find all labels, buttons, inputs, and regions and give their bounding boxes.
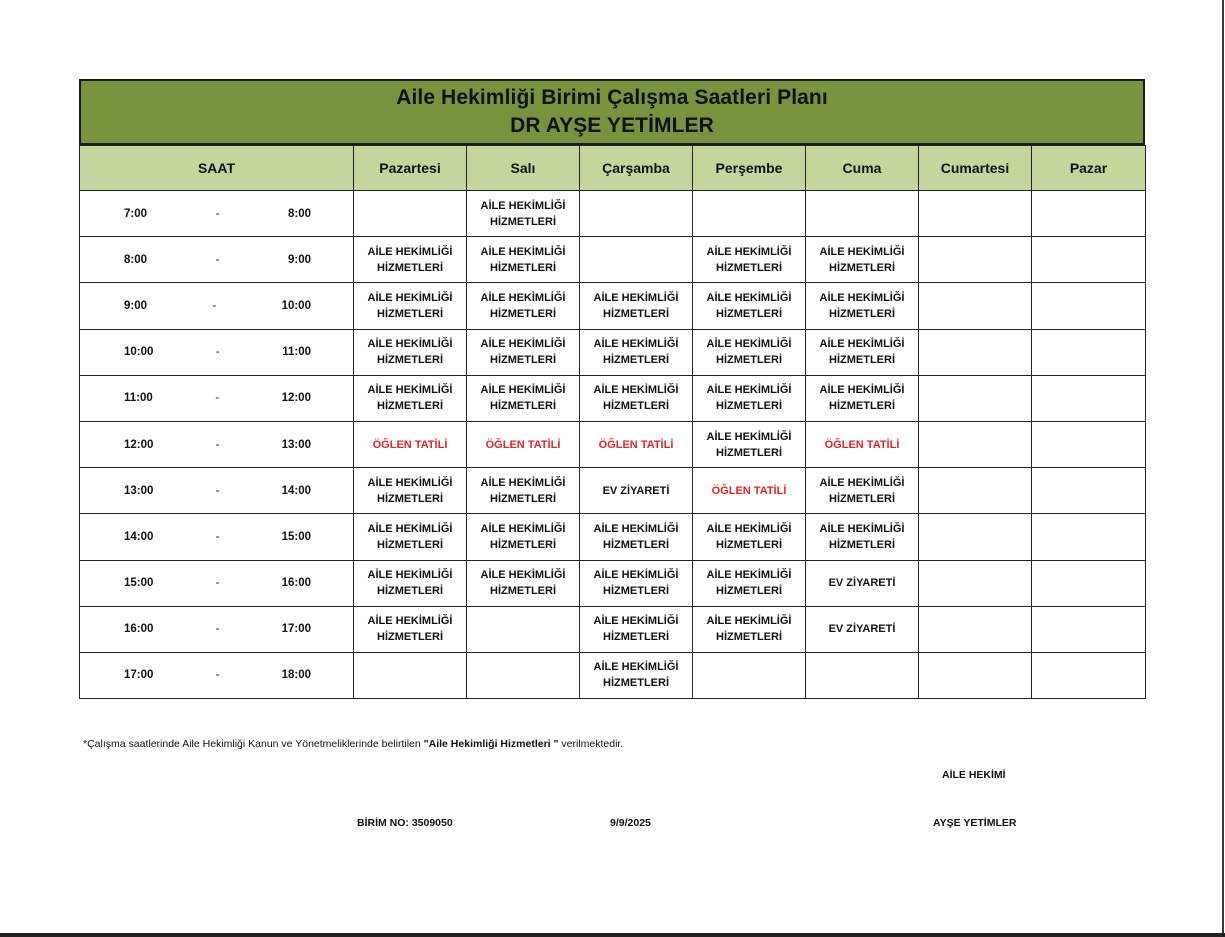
time-start: 12:00 — [124, 438, 154, 451]
service-label-line1: AİLE HEKİMLİĞİ — [367, 615, 453, 628]
time-start: 11:00 — [124, 392, 153, 405]
time-separator: - — [215, 484, 220, 497]
activity-cell-service — [806, 514, 919, 560]
schedule-row — [80, 652, 1146, 698]
activity-cell-service — [806, 237, 919, 283]
column-header-day: Perşembe — [693, 146, 806, 191]
service-label-line1: AİLE HEKİMLİĞİ — [819, 476, 905, 489]
time-separator: - — [215, 392, 220, 405]
time-start: 15:00 — [124, 577, 154, 590]
time-slot-cell — [80, 191, 354, 237]
time-slot-cell — [80, 329, 354, 375]
schedule-row — [80, 237, 1146, 283]
service-label-line1: AİLE HEKİMLİĞİ — [367, 569, 453, 582]
break-label: ÖĞLEN TATİLİ — [372, 438, 448, 451]
service-label-line1: AİLE HEKİMLİĞİ — [480, 245, 566, 258]
service-label-line1: AİLE HEKİMLİĞİ — [593, 384, 679, 397]
time-slot-cell — [80, 560, 354, 606]
time-range — [80, 621, 353, 637]
activity-cell-service — [580, 283, 693, 329]
activity-cell-break — [693, 468, 806, 514]
service-label-line2: HİZMETLERİ — [716, 585, 782, 598]
activity-cell-empty — [919, 375, 1032, 421]
activity-cell-empty — [580, 237, 693, 283]
service-label-line2: HİZMETLERİ — [716, 354, 782, 367]
activity-cell-empty — [1032, 191, 1146, 237]
activity-cell-service — [354, 514, 467, 560]
service-label-line1: AİLE HEKİMLİĞİ — [367, 384, 453, 397]
break-label: ÖĞLEN TATİLİ — [711, 484, 787, 497]
activity-cell-empty — [1032, 514, 1146, 560]
service-label-line2: HİZMETLERİ — [603, 538, 669, 551]
schedule-row — [80, 606, 1146, 652]
time-end: 14:00 — [281, 484, 311, 497]
break-label: ÖĞLEN TATİLİ — [824, 438, 900, 451]
service-label-line2: HİZMETLERİ — [829, 492, 895, 505]
service-label-line2: HİZMETLERİ — [603, 677, 669, 690]
schedule-row — [80, 560, 1146, 606]
home-visit-label: EV ZİYARETİ — [828, 577, 896, 590]
service-label-line1: AİLE HEKİMLİĞİ — [593, 569, 679, 582]
activity-cell-empty — [467, 652, 580, 698]
activity-cell-home-visit — [806, 560, 919, 606]
service-label-line1: AİLE HEKİMLİĞİ — [706, 245, 792, 258]
schedule-row — [80, 191, 1146, 237]
time-separator: - — [215, 669, 220, 682]
activity-cell-empty — [693, 652, 806, 698]
service-label-line1: AİLE HEKİMLİĞİ — [367, 338, 453, 351]
time-range — [80, 575, 353, 591]
service-label-line1: AİLE HEKİMLİĞİ — [819, 338, 905, 351]
schedule-row — [80, 514, 1146, 560]
service-label-line2: HİZMETLERİ — [490, 215, 556, 228]
service-label-line2: HİZMETLERİ — [603, 307, 669, 320]
column-header-day: Salı — [467, 146, 580, 191]
time-slot-cell — [80, 514, 354, 560]
service-label-line2: HİZMETLERİ — [490, 492, 556, 505]
time-range — [80, 483, 353, 499]
time-separator: - — [215, 207, 220, 220]
service-label-line1: AİLE HEKİMLİĞİ — [593, 522, 679, 535]
service-label-line2: HİZMETLERİ — [603, 400, 669, 413]
service-label-line2: HİZMETLERİ — [377, 400, 443, 413]
activity-cell-service — [580, 514, 693, 560]
time-separator: - — [215, 346, 220, 359]
service-label-line1: AİLE HEKİMLİĞİ — [706, 522, 792, 535]
activity-cell-service — [354, 283, 467, 329]
service-label-line2: HİZMETLERİ — [377, 585, 443, 598]
activity-cell-service — [354, 237, 467, 283]
service-label-line1: AİLE HEKİMLİĞİ — [819, 384, 905, 397]
activity-cell-empty — [919, 652, 1032, 698]
activity-cell-empty — [919, 606, 1032, 652]
activity-cell-empty — [1032, 283, 1146, 329]
activity-cell-empty — [1032, 468, 1146, 514]
activity-cell-break — [580, 421, 693, 467]
service-label-line1: AİLE HEKİMLİĞİ — [593, 661, 679, 674]
service-label-line1: AİLE HEKİMLİĞİ — [480, 199, 566, 212]
schedule-row — [80, 468, 1146, 514]
time-separator: - — [212, 299, 217, 312]
service-label-line1: AİLE HEKİMLİĞİ — [480, 291, 566, 304]
column-header-day: Pazartesi — [354, 146, 467, 191]
activity-cell-empty — [1032, 560, 1146, 606]
time-slot-cell — [80, 421, 354, 467]
service-label-line1: AİLE HEKİMLİĞİ — [819, 291, 905, 304]
activity-cell-empty — [919, 191, 1032, 237]
activity-cell-service — [806, 283, 919, 329]
time-separator: - — [215, 530, 220, 543]
time-start: 14:00 — [124, 530, 154, 543]
service-label-line1: AİLE HEKİMLİĞİ — [480, 384, 566, 397]
signature-title: AİLE HEKİMİ — [942, 769, 1006, 781]
title-band — [79, 79, 1145, 145]
time-range — [80, 667, 353, 683]
activity-cell-empty — [1032, 652, 1146, 698]
activity-cell-service — [467, 329, 580, 375]
time-separator: - — [215, 577, 220, 590]
activity-cell-empty — [919, 421, 1032, 467]
activity-cell-empty — [580, 191, 693, 237]
time-start: 10:00 — [124, 346, 154, 359]
service-label-line2: HİZMETLERİ — [603, 585, 669, 598]
service-label-line1: AİLE HEKİMLİĞİ — [480, 476, 566, 489]
service-label-line2: HİZMETLERİ — [716, 538, 782, 551]
time-slot-cell — [80, 606, 354, 652]
activity-cell-empty — [919, 468, 1032, 514]
activity-cell-break — [806, 421, 919, 467]
signature-name: AYŞE YETİMLER — [933, 817, 1017, 829]
activity-cell-service — [354, 329, 467, 375]
service-label-line2: HİZMETLERİ — [490, 538, 556, 551]
activity-cell-empty — [1032, 606, 1146, 652]
home-visit-label: EV ZİYARETİ — [828, 623, 896, 636]
activity-cell-empty — [354, 191, 467, 237]
activity-cell-service — [693, 514, 806, 560]
time-range — [80, 252, 353, 268]
activity-cell-service — [354, 375, 467, 421]
service-label-line2: HİZMETLERİ — [490, 261, 556, 274]
time-end: 12:00 — [281, 392, 311, 405]
activity-cell-empty — [693, 191, 806, 237]
service-label-line2: HİZMETLERİ — [829, 261, 895, 274]
service-label-line2: HİZMETLERİ — [377, 631, 443, 644]
service-label-line2: HİZMETLERİ — [377, 354, 443, 367]
service-label-line2: HİZMETLERİ — [603, 631, 669, 644]
service-label-line1: AİLE HEKİMLİĞİ — [367, 291, 453, 304]
activity-cell-break — [354, 421, 467, 467]
time-separator: - — [215, 438, 220, 451]
time-end: 16:00 — [281, 577, 311, 590]
activity-cell-service — [467, 375, 580, 421]
service-label-line1: AİLE HEKİMLİĞİ — [593, 338, 679, 351]
column-header-time: SAAT — [80, 146, 354, 191]
activity-cell-service — [580, 652, 693, 698]
header-row — [80, 146, 1146, 191]
service-label-line2: HİZMETLERİ — [377, 538, 443, 551]
time-slot-cell — [80, 468, 354, 514]
activity-cell-service — [467, 191, 580, 237]
column-header-day: Cuma — [806, 146, 919, 191]
activity-cell-empty — [919, 560, 1032, 606]
document-date: 9/9/2025 — [610, 817, 651, 829]
activity-cell-empty — [806, 652, 919, 698]
service-label-line2: HİZMETLERİ — [490, 585, 556, 598]
activity-cell-service — [806, 375, 919, 421]
page-title: Aile Hekimliği Birimi Çalışma Saatleri Planı — [396, 86, 828, 109]
activity-cell-service — [693, 375, 806, 421]
activity-cell-service — [693, 606, 806, 652]
time-end: 13:00 — [281, 438, 311, 451]
time-range — [80, 206, 353, 222]
schedule-row — [80, 375, 1146, 421]
column-header-day: Cumartesi — [919, 146, 1032, 191]
activity-cell-empty — [806, 191, 919, 237]
activity-cell-empty — [919, 283, 1032, 329]
service-label-line2: HİZMETLERİ — [603, 354, 669, 367]
time-end: 9:00 — [287, 253, 311, 266]
activity-cell-empty — [919, 237, 1032, 283]
activity-cell-service — [693, 283, 806, 329]
time-slot-cell — [80, 375, 354, 421]
time-slot-cell — [80, 237, 354, 283]
break-label: ÖĞLEN TATİLİ — [598, 438, 674, 451]
service-label-line2: HİZMETLERİ — [829, 354, 895, 367]
activity-cell-service — [580, 329, 693, 375]
service-label-line2: HİZMETLERİ — [716, 261, 782, 274]
schedule-table — [79, 145, 1146, 699]
unit-number: BİRİM NO: 3509050 — [357, 817, 453, 829]
service-label-line1: AİLE HEKİMLİĞİ — [706, 430, 792, 443]
activity-cell-service — [693, 237, 806, 283]
activity-cell-service — [580, 606, 693, 652]
time-start: 16:00 — [124, 623, 154, 636]
activity-cell-empty — [919, 514, 1032, 560]
activity-cell-service — [580, 375, 693, 421]
service-label-line2: HİZMETLERİ — [377, 492, 443, 505]
time-end: 10:00 — [281, 299, 311, 312]
service-label-line1: AİLE HEKİMLİĞİ — [819, 522, 905, 535]
service-label-line2: HİZMETLERİ — [490, 307, 556, 320]
time-start: 7:00 — [124, 207, 148, 220]
service-label-line2: HİZMETLERİ — [490, 354, 556, 367]
schedule-row — [80, 283, 1146, 329]
service-label-line1: AİLE HEKİMLİĞİ — [706, 615, 792, 628]
service-label-line1: AİLE HEKİMLİĞİ — [367, 476, 453, 489]
time-range — [80, 390, 353, 406]
column-header-day: Pazar — [1032, 146, 1146, 191]
footnote — [83, 738, 623, 750]
activity-cell-service — [693, 560, 806, 606]
activity-cell-empty — [919, 329, 1032, 375]
footnote-prefix: *Çalışma saatlerinde Aile Hekimliği Kanun ve Yönetmeliklerinde belirtilen — [83, 738, 424, 750]
activity-cell-service — [806, 329, 919, 375]
time-slot-cell — [80, 283, 354, 329]
service-label-line1: AİLE HEKİMLİĞİ — [706, 338, 792, 351]
service-label-line1: AİLE HEKİMLİĞİ — [819, 245, 905, 258]
time-end: 15:00 — [281, 530, 311, 543]
activity-cell-service — [354, 560, 467, 606]
schedule-sheet — [79, 79, 1145, 699]
activity-cell-service — [580, 560, 693, 606]
schedule-body — [80, 191, 1146, 699]
time-start: 9:00 — [124, 299, 148, 312]
service-label-line2: HİZMETLERİ — [377, 307, 443, 320]
service-label-line1: AİLE HEKİMLİĞİ — [480, 522, 566, 535]
activity-cell-empty — [467, 606, 580, 652]
service-label-line1: AİLE HEKİMLİĞİ — [706, 291, 792, 304]
service-label-line2: HİZMETLERİ — [716, 446, 782, 459]
time-end: 8:00 — [287, 207, 311, 220]
schedule-row — [80, 329, 1146, 375]
service-label-line1: AİLE HEKİMLİĞİ — [480, 338, 566, 351]
activity-cell-service — [467, 237, 580, 283]
time-start: 13:00 — [124, 484, 154, 497]
service-label-line1: AİLE HEKİMLİĞİ — [480, 569, 566, 582]
activity-cell-service — [354, 606, 467, 652]
time-range — [80, 529, 353, 545]
service-label-line2: HİZMETLERİ — [716, 400, 782, 413]
service-label-line2: HİZMETLERİ — [716, 307, 782, 320]
activity-cell-home-visit — [806, 606, 919, 652]
activity-cell-service — [467, 468, 580, 514]
service-label-line2: HİZMETLERİ — [377, 261, 443, 274]
time-separator: - — [215, 253, 220, 266]
service-label-line1: AİLE HEKİMLİĞİ — [367, 522, 453, 535]
time-range — [80, 344, 353, 360]
doctor-name-title: DR AYŞE YETİMLER — [510, 114, 714, 137]
time-end: 18:00 — [281, 669, 311, 682]
time-range — [80, 298, 353, 314]
activity-cell-empty — [1032, 329, 1146, 375]
activity-cell-empty — [1032, 421, 1146, 467]
activity-cell-service — [467, 514, 580, 560]
time-slot-cell — [80, 652, 354, 698]
activity-cell-home-visit — [580, 468, 693, 514]
service-label-line2: HİZMETLERİ — [490, 400, 556, 413]
column-header-day: Çarşamba — [580, 146, 693, 191]
time-start: 8:00 — [124, 253, 148, 266]
service-label-line1: AİLE HEKİMLİĞİ — [706, 569, 792, 582]
service-label-line2: HİZMETLERİ — [716, 631, 782, 644]
time-end: 17:00 — [281, 623, 311, 636]
time-range — [80, 437, 353, 453]
service-label-line2: HİZMETLERİ — [829, 307, 895, 320]
time-separator: - — [215, 623, 220, 636]
activity-cell-service — [467, 283, 580, 329]
service-label-line1: AİLE HEKİMLİĞİ — [706, 384, 792, 397]
footnote-emphasis: "Aile Hekimliği Hizmetleri " — [423, 738, 559, 750]
activity-cell-service — [806, 468, 919, 514]
time-end: 11:00 — [282, 346, 311, 359]
service-label-line1: AİLE HEKİMLİĞİ — [593, 615, 679, 628]
page-edge-right — [1222, 0, 1224, 937]
page-edge-bottom — [0, 933, 1225, 937]
activity-cell-service — [467, 560, 580, 606]
activity-cell-empty — [1032, 375, 1146, 421]
activity-cell-service — [693, 329, 806, 375]
service-label-line1: AİLE HEKİMLİĞİ — [367, 245, 453, 258]
service-label-line1: AİLE HEKİMLİĞİ — [593, 291, 679, 304]
activity-cell-service — [354, 468, 467, 514]
service-label-line2: HİZMETLERİ — [829, 538, 895, 551]
home-visit-label: EV ZİYARETİ — [602, 484, 670, 497]
time-start: 17:00 — [124, 669, 154, 682]
service-label-line2: HİZMETLERİ — [829, 400, 895, 413]
activity-cell-empty — [354, 652, 467, 698]
footnote-suffix: verilmektedir. — [558, 738, 624, 750]
activity-cell-break — [467, 421, 580, 467]
activity-cell-service — [693, 421, 806, 467]
activity-cell-empty — [1032, 237, 1146, 283]
schedule-row — [80, 421, 1146, 467]
break-label: ÖĞLEN TATİLİ — [485, 438, 561, 451]
